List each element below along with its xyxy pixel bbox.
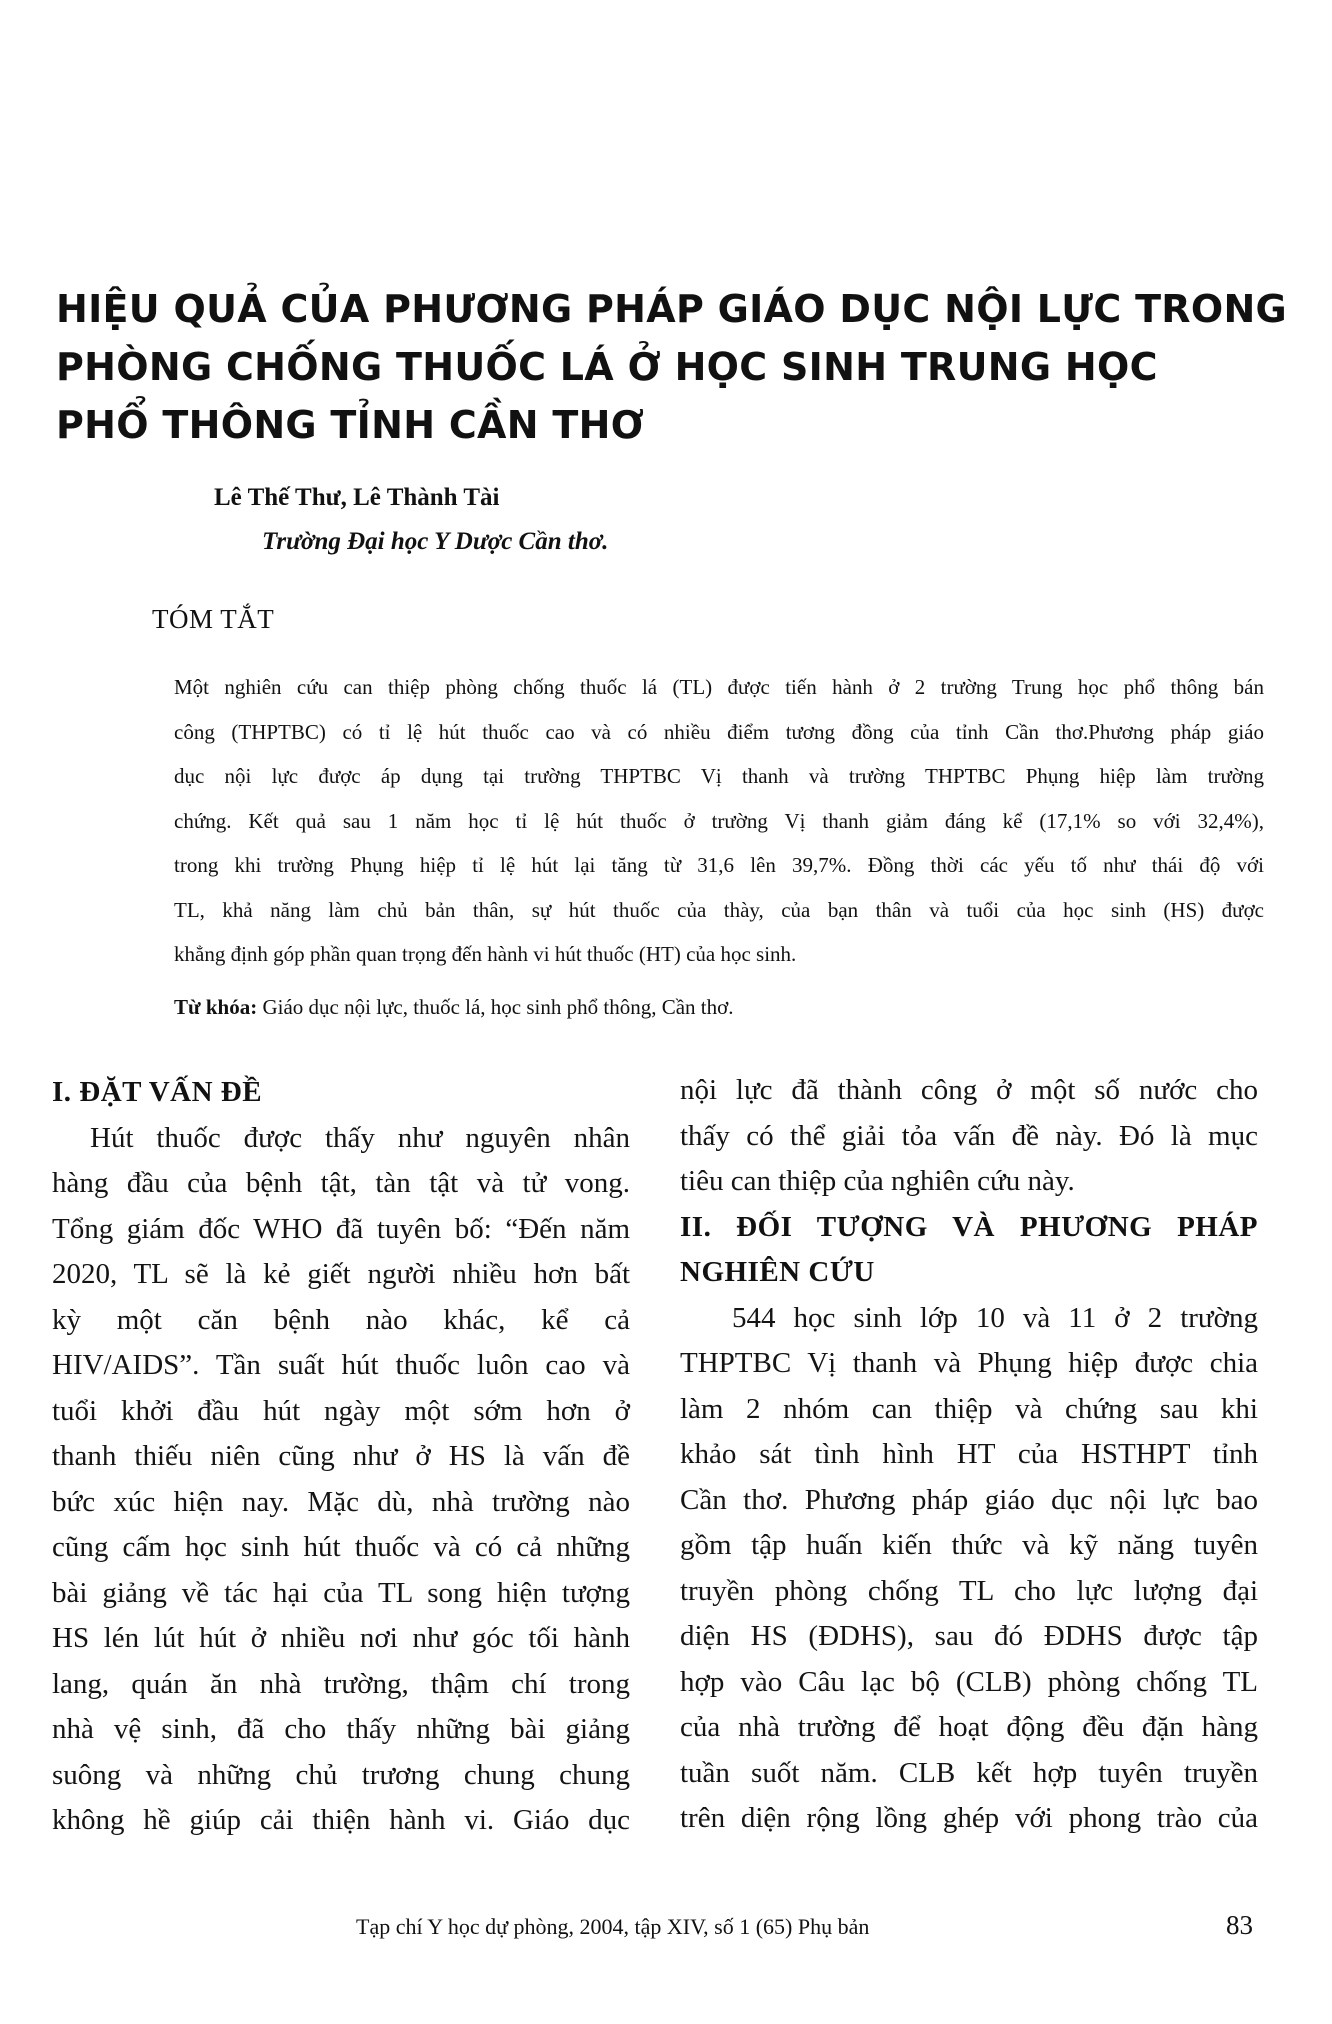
page-number: 83 <box>1226 1910 1253 1940</box>
section-heading-1: I. ĐẶT VẤN ĐỀ <box>52 1076 263 1108</box>
abstract-body <box>174 665 1264 977</box>
paragraph-line: hợp vào Câu lạc bộ (CLB) phòng chống TL <box>680 1665 1258 1698</box>
abstract-line: Một nghiên cứu can thiệp phòng chống thuốc lá (TL) được tiến hành ở 2 trường Trung học phổ thông bán <box>174 675 1264 699</box>
paragraph-line: 2020, TL sẽ là kẻ giết người nhiều hơn bất <box>52 1258 630 1290</box>
paragraph-line: nội lực đã thành công ở một số nước cho <box>680 1074 1258 1106</box>
article-title <box>56 280 1286 454</box>
paragraph-line: tiêu can thiệp của nghiên cứu này. <box>680 1165 1075 1197</box>
paragraph-line: 544 học sinh lớp 10 và 11 ở 2 trường <box>732 1301 1258 1334</box>
paragraph-line: trên diện rộng lồng ghép với phong trào của <box>680 1802 1258 1834</box>
paragraph-line: cũng cấm học sinh hút thuốc và có cả những <box>52 1531 630 1563</box>
paragraph-line: không hề giúp cải thiện hành vi. Giáo dục <box>52 1804 630 1836</box>
paragraph-line: truyền phòng chống TL cho lực lượng đại <box>680 1574 1258 1607</box>
keywords <box>174 995 733 1020</box>
affiliation: Trường Đại học Y Dược Cần thơ. <box>262 528 609 555</box>
paragraph-line: THPTBC Vị thanh và Phụng hiệp được chia <box>680 1347 1258 1379</box>
paragraph-line: gồm tập huấn kiến thức và kỹ năng tuyên <box>680 1529 1258 1561</box>
right-column <box>680 1068 1258 1842</box>
paragraph-line: Hút thuốc được thấy như nguyên nhân <box>90 1121 630 1154</box>
paragraph-line: thanh thiếu niên cũng như ở HS là vấn đề <box>52 1440 630 1472</box>
section-heading-2: II. ĐỐI TƯỢNG VÀ PHƯƠNG PHÁP <box>680 1210 1258 1243</box>
title-line: PHỔ THÔNG TỈNH CẦN THƠ <box>56 403 645 447</box>
paragraph-line: tuần suốt năm. CLB kết hợp tuyên truyền <box>680 1756 1258 1789</box>
paragraph-line: HS lén lút hút ở nhiều nơi như góc tối hành <box>52 1622 630 1654</box>
paragraph-line: tuổi khởi đầu hút ngày một sớm hơn ở <box>52 1394 630 1427</box>
title-line: PHÒNG CHỐNG THUỐC LÁ Ở HỌC SINH TRUNG HỌC <box>56 345 1158 389</box>
abstract-line: khẳng định góp phần quan trọng đến hành vi hút thuốc (HT) của học sinh. <box>174 942 797 966</box>
abstract-line: dục nội lực được áp dụng tại trường THPTBC Vị thanh và trường THPTBC Phụng hiệp làm trường <box>174 764 1264 788</box>
paragraph-line: làm 2 nhóm can thiệp và chứng sau khi <box>680 1392 1258 1425</box>
left-column <box>52 1070 630 1844</box>
section-heading-2-cont: NGHIÊN CỨU <box>680 1256 875 1288</box>
abstract-line: TL, khả năng làm chủ bản thân, sự hút thuốc của thày, của bạn thân và tuổi của học sinh (HS) được <box>174 897 1264 922</box>
abstract-heading: TÓM TẮT <box>152 604 275 634</box>
paragraph-line: nhà vệ sinh, đã cho thấy những bài giảng <box>52 1713 630 1745</box>
paragraph-line: diện HS (ĐDHS), sau đó ĐDHS được tập <box>680 1620 1258 1652</box>
keywords-text: Giáo dục nội lực, thuốc lá, học sinh phổ thông, Cần thơ. <box>262 995 734 1019</box>
paragraph-line: kỳ một căn bệnh nào khác, kể cả <box>52 1303 630 1336</box>
journal-footer: Tạp chí Y học dự phòng, 2004, tập XIV, số 1 (65) Phụ bản <box>356 1914 870 1939</box>
paragraph-line: hàng đầu của bệnh tật, tàn tật và tử vong. <box>52 1167 630 1199</box>
paragraph-line: suông và những chủ trương chung chung <box>52 1758 630 1791</box>
abstract-line: trong khi trường Phụng hiệp tỉ lệ hút lại tăng từ 31,6 lên 39,7%. Đồng thời các yếu tố như thái độ với <box>174 853 1264 877</box>
paragraph-line: Tổng giám đốc WHO đã tuyên bố: “Đến năm <box>52 1212 630 1245</box>
paragraph-line: khảo sát tình hình HT của HSTHPT tỉnh <box>680 1438 1258 1470</box>
paragraph-line: của nhà trường để hoạt động đều đặn hàng <box>680 1711 1258 1743</box>
title-line: HIỆU QUẢ CỦA PHƯƠNG PHÁP GIÁO DỤC NỘI LỰC TRONG <box>56 287 1288 331</box>
authors: Lê Thế Thư, Lê Thành Tài <box>214 484 500 511</box>
paragraph-line: lang, quán ăn nhà trường, thậm chí trong <box>52 1667 630 1700</box>
paragraph-line: thấy có thể giải tỏa vấn đề này. Đó là mục <box>680 1119 1258 1152</box>
abstract-line: công (THPTBC) có tỉ lệ hút thuốc cao và có nhiều điểm tương đồng của tỉnh Cần thơ.Phương pháp giáo <box>174 719 1264 744</box>
abstract-line: chứng. Kết quả sau 1 năm học tỉ lệ hút thuốc ở trường Vị thanh giảm đáng kể (17,1% so với 32,4%), <box>174 808 1264 833</box>
paragraph-line: bài giảng về tác hại của TL song hiện tượng <box>52 1576 630 1609</box>
paragraph-line: bức xúc hiện nay. Mặc dù, nhà trường nào <box>52 1485 630 1518</box>
keywords-label: Từ khóa: <box>174 995 258 1019</box>
paragraph-line: Cần thơ. Phương pháp giáo dục nội lực bao <box>680 1483 1258 1516</box>
paragraph-line: HIV/AIDS”. Tần suất hút thuốc luôn cao và <box>52 1349 630 1381</box>
